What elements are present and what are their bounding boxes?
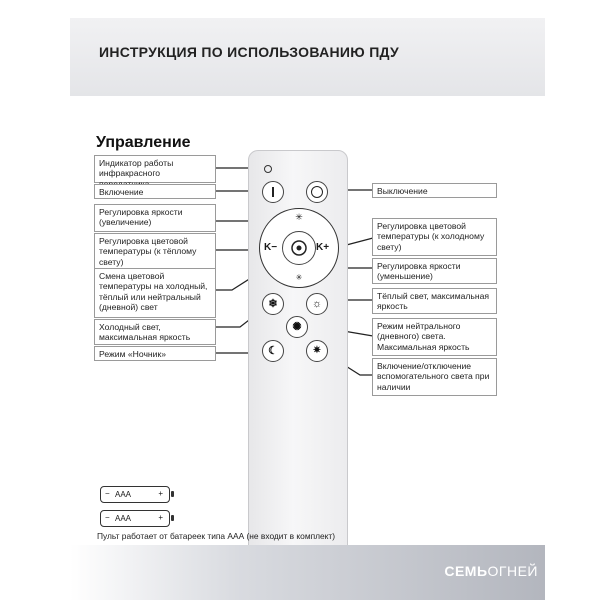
- brand-part1: СЕМЬ: [444, 563, 488, 579]
- battery-minus: −: [105, 489, 110, 498]
- label-temp-warm: Регулировка цветовой температуры (к тёплому свету): [94, 233, 216, 271]
- battery-2: [100, 510, 170, 527]
- color-cycle-icon: [289, 238, 309, 258]
- indicator-led-icon: [264, 165, 272, 173]
- brand-logo: [444, 563, 538, 579]
- cold-max-button[interactable]: [262, 293, 284, 315]
- label-color-cycle: Смена цветовой температуры на холодный, тёплый или нейтральный (дневной) свет: [94, 268, 216, 318]
- color-cycle-button[interactable]: [282, 231, 316, 265]
- page-title: ИНСТРУКЦИЯ ПО ИСПОЛЬЗОВАНИЮ ПДУ: [99, 44, 400, 60]
- label-brightness-down: Регулировка яркости (уменьшение): [372, 258, 497, 284]
- label-power-on: Включение: [94, 184, 216, 199]
- night-mode-button[interactable]: [262, 340, 284, 362]
- label-night-mode: Режим «Ночник»: [94, 346, 216, 361]
- battery-plus: +: [158, 489, 163, 498]
- battery-label: AAA: [115, 514, 132, 523]
- warm-max-button[interactable]: [306, 293, 328, 315]
- label-temp-cold: Регулировка цветовой температуры (к холодному свету): [372, 218, 497, 256]
- battery-nib: [171, 515, 174, 521]
- power-on-button[interactable]: [262, 181, 284, 203]
- power-on-icon: [272, 187, 274, 197]
- label-warm-max: Тёплый свет, максимальная яркость: [372, 288, 497, 314]
- battery-minus: −: [105, 513, 110, 522]
- neutral-light-icon: ✺: [292, 320, 302, 333]
- label-brightness-up: Регулировка яркости (увеличение): [94, 204, 216, 232]
- brightness-down-button[interactable]: [290, 270, 308, 284]
- section-title: Управление: [96, 134, 191, 151]
- brand-part2: ОГНЕЙ: [487, 563, 538, 579]
- neutral-max-button[interactable]: [286, 316, 308, 338]
- night-moon-icon: ☾: [268, 344, 278, 357]
- battery-plus: +: [158, 513, 163, 522]
- aux-light-icon: ✷: [312, 345, 322, 356]
- label-power-off: Выключение: [372, 183, 497, 198]
- brightness-down-icon: ✳: [295, 272, 303, 282]
- power-off-button[interactable]: [306, 181, 328, 203]
- aux-light-button[interactable]: [306, 340, 328, 362]
- label-cold-max: Холодный свет, максимальная яркость: [94, 319, 216, 345]
- battery-nib: [171, 491, 174, 497]
- k-plus-button[interactable]: K+: [316, 242, 330, 253]
- label-aux-light: Включение/отключение вспомогательного света при наличии: [372, 358, 497, 396]
- sun-icon: ☼: [311, 297, 323, 310]
- brightness-up-icon: ✳: [295, 211, 303, 222]
- power-off-icon: [311, 186, 323, 198]
- snowflake-icon: ❄: [268, 297, 278, 310]
- battery-label: AAA: [115, 490, 132, 499]
- battery-note: Пульт работает от батареек типа ААА (не входит в комплект): [97, 531, 336, 541]
- battery-1: [100, 486, 170, 503]
- brightness-up-button[interactable]: [290, 210, 308, 224]
- label-neutral-max: Режим нейтрального (дневного) света. Максимальная яркость: [372, 318, 497, 356]
- label-ir-indicator: Индикатор работы инфракрасного: [94, 155, 216, 183]
- k-minus-button[interactable]: K−: [264, 242, 278, 253]
